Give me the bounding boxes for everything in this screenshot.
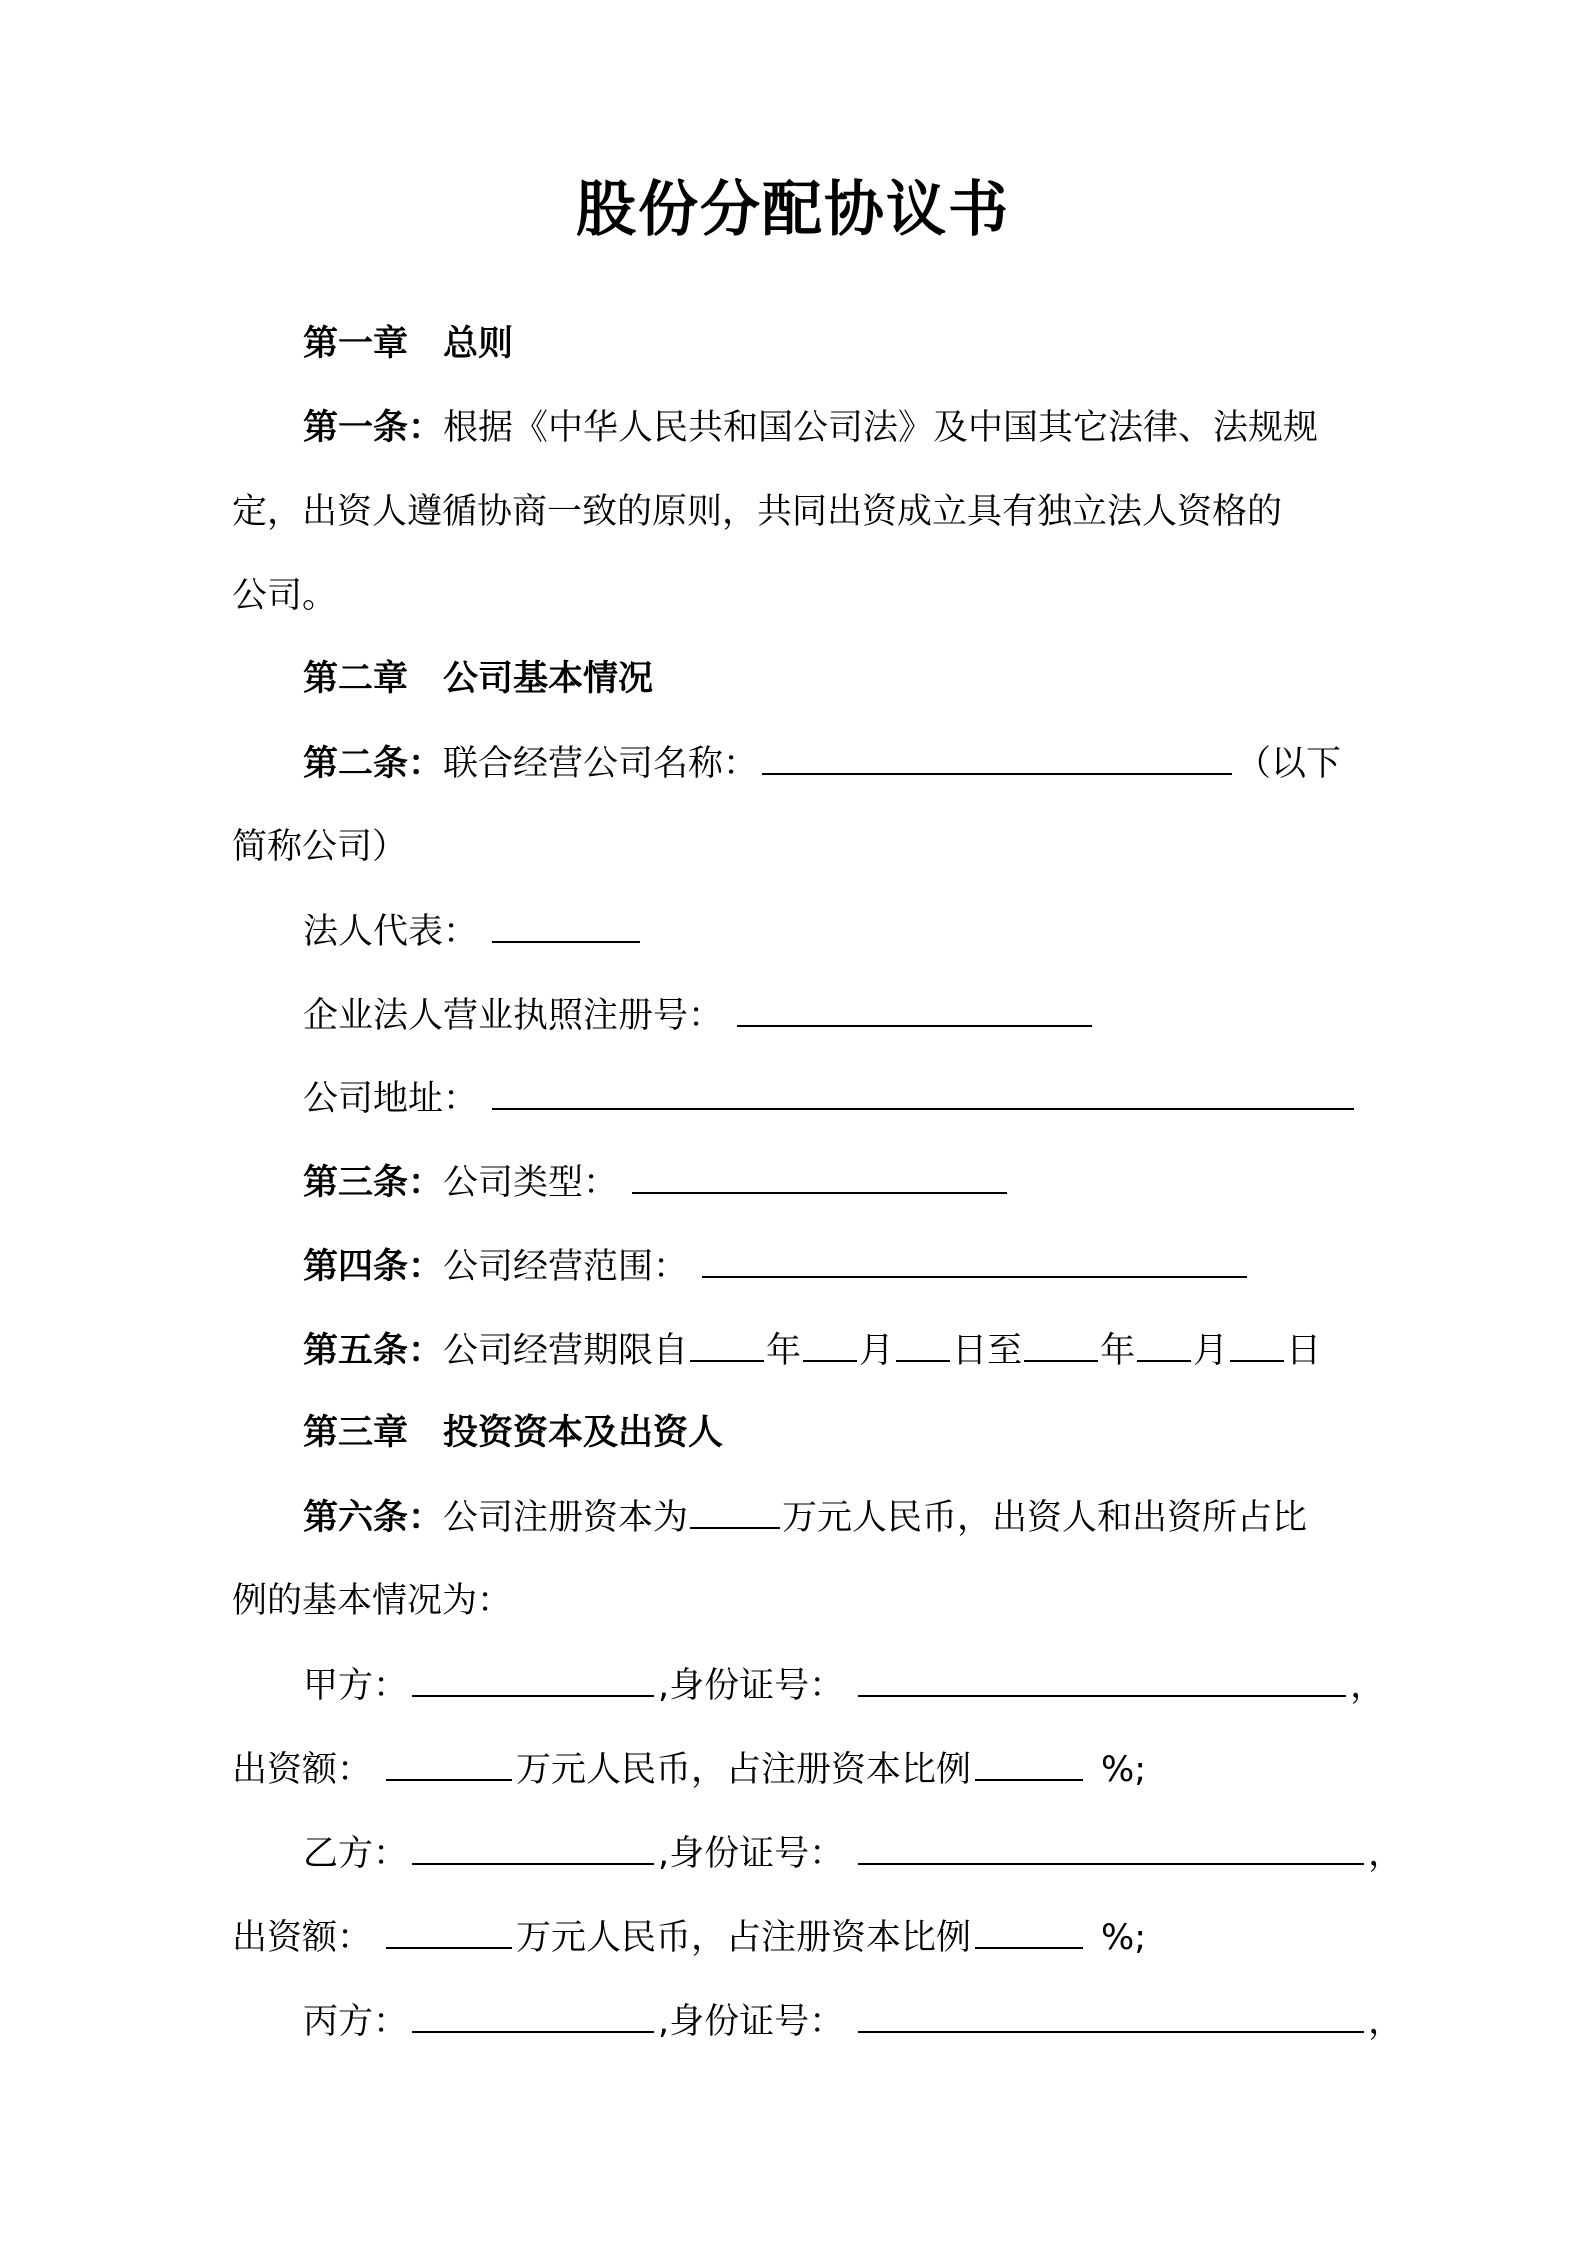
- party-b-contribution-line: [232, 1913, 1146, 1961]
- party-c-id-label: ,身份证号：: [658, 2002, 845, 2042]
- party-a-comma: ，: [1350, 1666, 1386, 1706]
- party-c-id-field[interactable]: [858, 1997, 1364, 2033]
- article-2-label: 第二条：: [303, 744, 444, 784]
- party-a-contribution-label: 出资额：: [232, 1750, 373, 1790]
- article-5-label: 第五条：: [303, 1331, 444, 1371]
- registered-capital-field[interactable]: [690, 1493, 780, 1529]
- article-5-line: [303, 1326, 1321, 1374]
- article-2-line-1: [303, 739, 1341, 787]
- end-year-unit: 年: [1100, 1331, 1136, 1371]
- reg-no-field[interactable]: [737, 991, 1092, 1027]
- article-1-line-1: [303, 404, 1318, 452]
- article-1-text-1: 根据《中华人民共和国公司法》及中国其它法律、法规规: [443, 408, 1319, 448]
- party-b-amount-field[interactable]: [386, 1913, 512, 1949]
- end-day-field[interactable]: [1230, 1326, 1284, 1362]
- article-2-text-2: 简称公司）: [232, 827, 408, 867]
- party-b-contribution-label: 出资额：: [232, 1918, 373, 1958]
- article-6-label: 第六条：: [303, 1498, 444, 1538]
- party-c-line: [303, 1997, 1403, 2045]
- article-1-label: 第一条：: [303, 408, 444, 448]
- article-2-text: 联合经营公司名称：: [443, 744, 759, 784]
- address-line: [303, 1074, 1358, 1122]
- chapter-1-title: 第一章 总则: [303, 324, 514, 364]
- article-2-suffix: （以下: [1236, 744, 1342, 784]
- article-6-line-2: [232, 1577, 512, 1625]
- chapter-1-heading: [303, 320, 513, 368]
- party-a-id-label: ,身份证号：: [658, 1666, 845, 1706]
- party-b-label: 乙方：: [303, 1834, 409, 1874]
- party-a-id-field[interactable]: [858, 1661, 1346, 1697]
- article-3-line: [303, 1158, 1011, 1206]
- article-6-line-1: [303, 1493, 1307, 1541]
- article-1-text-2: 定，出资人遵循协商一致的原则，共同出资成立具有独立法人资格的: [232, 492, 1283, 532]
- article-2-line-2: [232, 823, 407, 871]
- party-b-percent-field[interactable]: [975, 1913, 1083, 1949]
- article-6-suffix: 万元人民币，出资人和出资所占比: [782, 1498, 1308, 1538]
- legal-rep-field[interactable]: [492, 907, 640, 943]
- company-type-field[interactable]: [632, 1158, 1007, 1194]
- end-month-field[interactable]: [1137, 1326, 1191, 1362]
- party-b-name-field[interactable]: [412, 1829, 654, 1865]
- party-a-percent-sign: %;: [1101, 1750, 1147, 1790]
- party-b-line: [303, 1829, 1403, 1877]
- chapter-3-title: 第三章 投资资本及出资人: [303, 1413, 724, 1453]
- chapter-3-heading: [303, 1409, 723, 1457]
- company-name-field[interactable]: [762, 739, 1232, 775]
- article-1-line-3: [232, 572, 337, 620]
- end-month-unit: 月: [1193, 1331, 1229, 1371]
- article-4-text: 公司经营范围：: [443, 1247, 689, 1287]
- address-label: 公司地址：: [303, 1079, 479, 1119]
- start-year-field[interactable]: [690, 1326, 764, 1362]
- legal-rep-line: [303, 907, 644, 955]
- article-3-text: 公司类型：: [443, 1163, 619, 1203]
- end-year-field[interactable]: [1024, 1326, 1098, 1362]
- start-day-field[interactable]: [896, 1326, 950, 1362]
- party-a-unit-text: 万元人民币，占注册资本比例: [516, 1750, 972, 1790]
- start-day-unit: 日至: [952, 1331, 1023, 1371]
- article-1-text-3: 公司。: [232, 576, 338, 616]
- chapter-2-heading: [303, 655, 653, 703]
- article-4-label: 第四条：: [303, 1247, 444, 1287]
- party-b-percent-sign: %;: [1101, 1918, 1147, 1958]
- article-4-line: [303, 1242, 1251, 1290]
- party-b-id-field[interactable]: [858, 1829, 1364, 1865]
- article-6-text: 公司注册资本为: [443, 1498, 689, 1538]
- article-1-line-2: [232, 488, 1282, 536]
- address-field[interactable]: [492, 1074, 1354, 1110]
- party-b-comma: ，: [1368, 1834, 1404, 1874]
- start-month-unit: 月: [859, 1331, 895, 1371]
- chapter-2-title: 第二章 公司基本情况: [303, 659, 654, 699]
- business-scope-field[interactable]: [702, 1242, 1247, 1278]
- party-a-contribution-line: [232, 1745, 1146, 1793]
- party-a-label: 甲方：: [303, 1666, 409, 1706]
- article-5-text: 公司经营期限自: [443, 1331, 689, 1371]
- reg-no-label: 企业法人营业执照注册号：: [303, 996, 724, 1036]
- end-day-unit: 日: [1286, 1331, 1322, 1371]
- party-b-unit-text: 万元人民币，占注册资本比例: [516, 1918, 972, 1958]
- reg-no-line: [303, 991, 1096, 1039]
- party-a-percent-field[interactable]: [975, 1745, 1083, 1781]
- party-a-line: [303, 1661, 1385, 1709]
- article-6-text-2: 例的基本情况为：: [232, 1581, 513, 1621]
- party-c-comma: ，: [1368, 2002, 1404, 2042]
- party-a-amount-field[interactable]: [386, 1745, 512, 1781]
- party-b-id-label: ,身份证号：: [658, 1834, 845, 1874]
- document-title: 股份分配协议书: [576, 175, 1010, 245]
- party-c-label: 丙方：: [303, 2002, 409, 2042]
- start-month-field[interactable]: [803, 1326, 857, 1362]
- party-c-name-field[interactable]: [412, 1997, 654, 2033]
- start-year-unit: 年: [766, 1331, 802, 1371]
- article-3-label: 第三条：: [303, 1163, 444, 1203]
- party-a-name-field[interactable]: [412, 1661, 654, 1697]
- legal-rep-label: 法人代表：: [303, 912, 479, 952]
